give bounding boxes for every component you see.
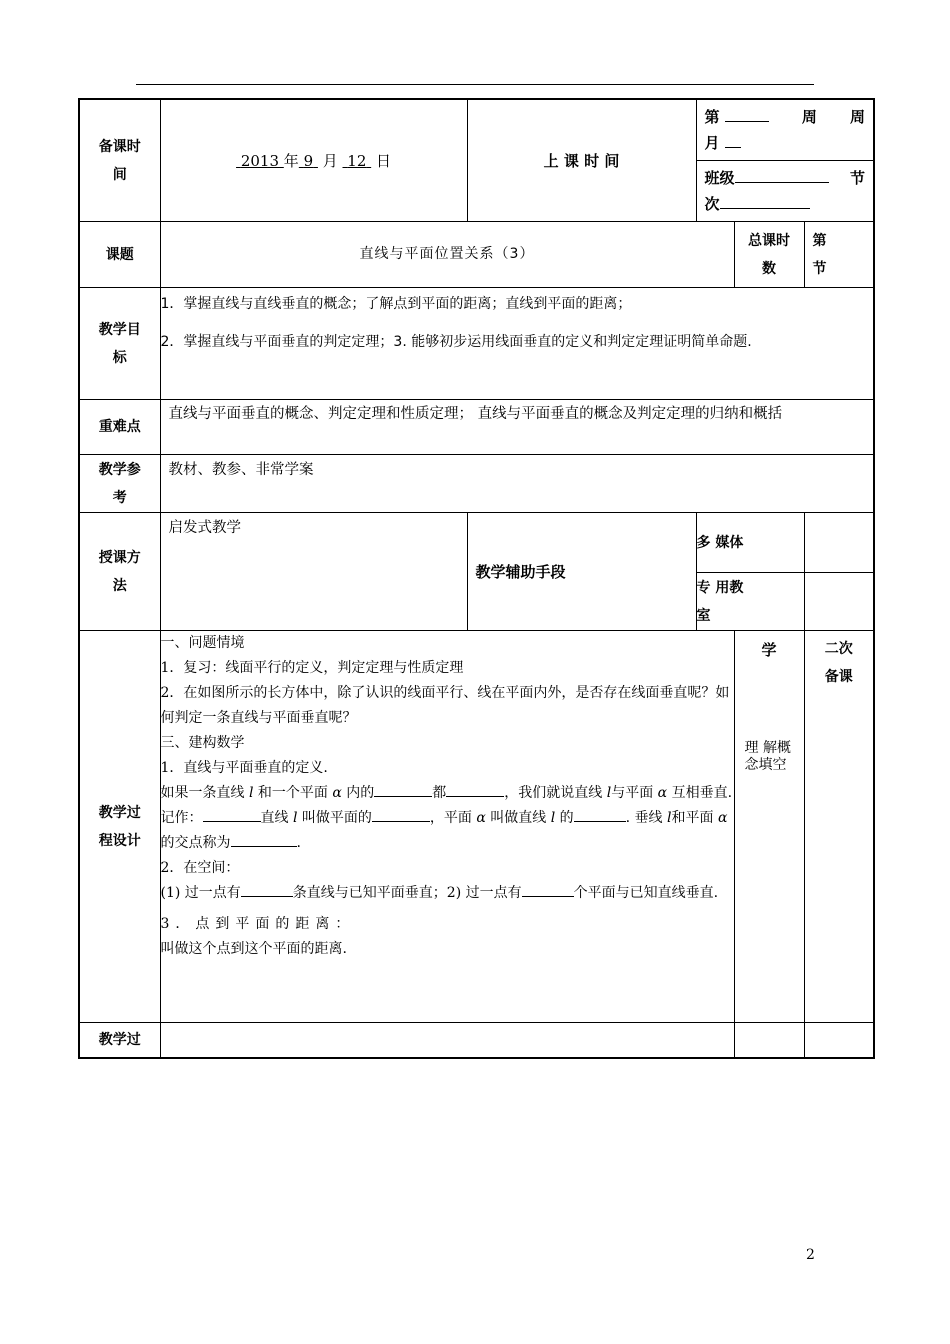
process-line-7: (1) 过一点有 条直线与已知平面垂直；2) 过一点有 个平面与已知直线垂直. [161, 881, 734, 906]
objective-1: 1．掌握直线与直线垂直的概念；了解点到平面的距离；直线到平面的距离； [160, 296, 632, 312]
second-prep-column-2 [804, 1023, 874, 1058]
topic-label: 课题 [79, 222, 160, 288]
student-column-2 [734, 1023, 804, 1058]
total-hours-label: 总课时数 [734, 222, 804, 288]
key-points-text: 直线与平面垂直的概念、判定定理和性质定理； 直线与平面垂直的概念及判定定理的归纳和概括 [160, 400, 874, 455]
method-label: 授课方法 [79, 513, 160, 631]
multimedia-value [804, 513, 874, 573]
objective-2: 2．掌握直线与平面垂直的判定定理；3. 能够初步运用线面垂直的定义和判定定理证明简单命题. [160, 334, 752, 350]
objectives-text [160, 288, 874, 400]
objectives-label: 教学目标 [79, 288, 160, 400]
topic-title: 直线与平面位置关系（3） [160, 222, 734, 288]
second-prep-label: 二次备课 [804, 631, 874, 1023]
process-line-8: 3．点到平面的距离： [160, 916, 356, 932]
special-room-label: 专 用教室 [696, 573, 804, 631]
multimedia-label: 多 媒体 [696, 513, 804, 573]
process-content [160, 631, 734, 1023]
definition-paragraph: 如果一条直线 l 和一个平面 α 内的 都 ，我们就说直线 l与平面 α 互相垂直. 记作： 直线 l 叫做平面的 ，平面 α 叫做直线 l 的 . 垂线 l和平面 α 的交点称为 . [161, 781, 734, 856]
class-time-label: 上 课 时 间 [467, 99, 696, 222]
process-label: 教学过程设计 [79, 631, 160, 1023]
prep-time-label: 备课时间 [79, 99, 160, 222]
student-label: 学 [761, 641, 777, 659]
process-line-3: 2．在如图所示的长方体中，除了认识的线面平行、线在平面内外，是否存在线面垂直呢？如何判定一条直线与平面垂直呢？ [160, 685, 730, 726]
process-line-1: 一、问题情境 [160, 635, 245, 651]
student-note: 理 解概念填空 [744, 740, 791, 773]
references-label: 教学参考 [79, 455, 160, 513]
class-period-field: 班级 节 次 [697, 161, 873, 222]
method-text: 启发式教学 [160, 513, 467, 631]
schedule-cell [696, 99, 874, 222]
key-points-label: 重难点 [79, 400, 160, 455]
lesson-plan-table [78, 98, 875, 1059]
week-field: 第 周 周 月 [697, 100, 873, 161]
header-rule [136, 84, 814, 85]
process-line-6: 2．在空间： [160, 860, 240, 876]
section-label: 第 节 [804, 222, 874, 288]
references-text: 教材、教参、非常学案 [160, 455, 874, 513]
process-line-2: 1．复习：线面平行的定义，判定定理与性质定理 [160, 660, 464, 676]
process-line-9: 叫做这个点到这个平面的距离. [160, 941, 347, 957]
special-room-value [804, 573, 874, 631]
page-number: 2 [806, 1247, 815, 1263]
process-line-5: 1．直线与平面垂直的定义. [160, 760, 328, 776]
student-column [734, 631, 804, 1023]
process-line-4: 三、建构数学 [160, 735, 245, 751]
aids-label: 教学辅助手段 [467, 513, 696, 631]
process-content-2 [160, 1023, 734, 1058]
process-label-2: 教学过 [79, 1023, 160, 1058]
prep-date: 2013 年 9 月 12 日 [160, 99, 467, 222]
